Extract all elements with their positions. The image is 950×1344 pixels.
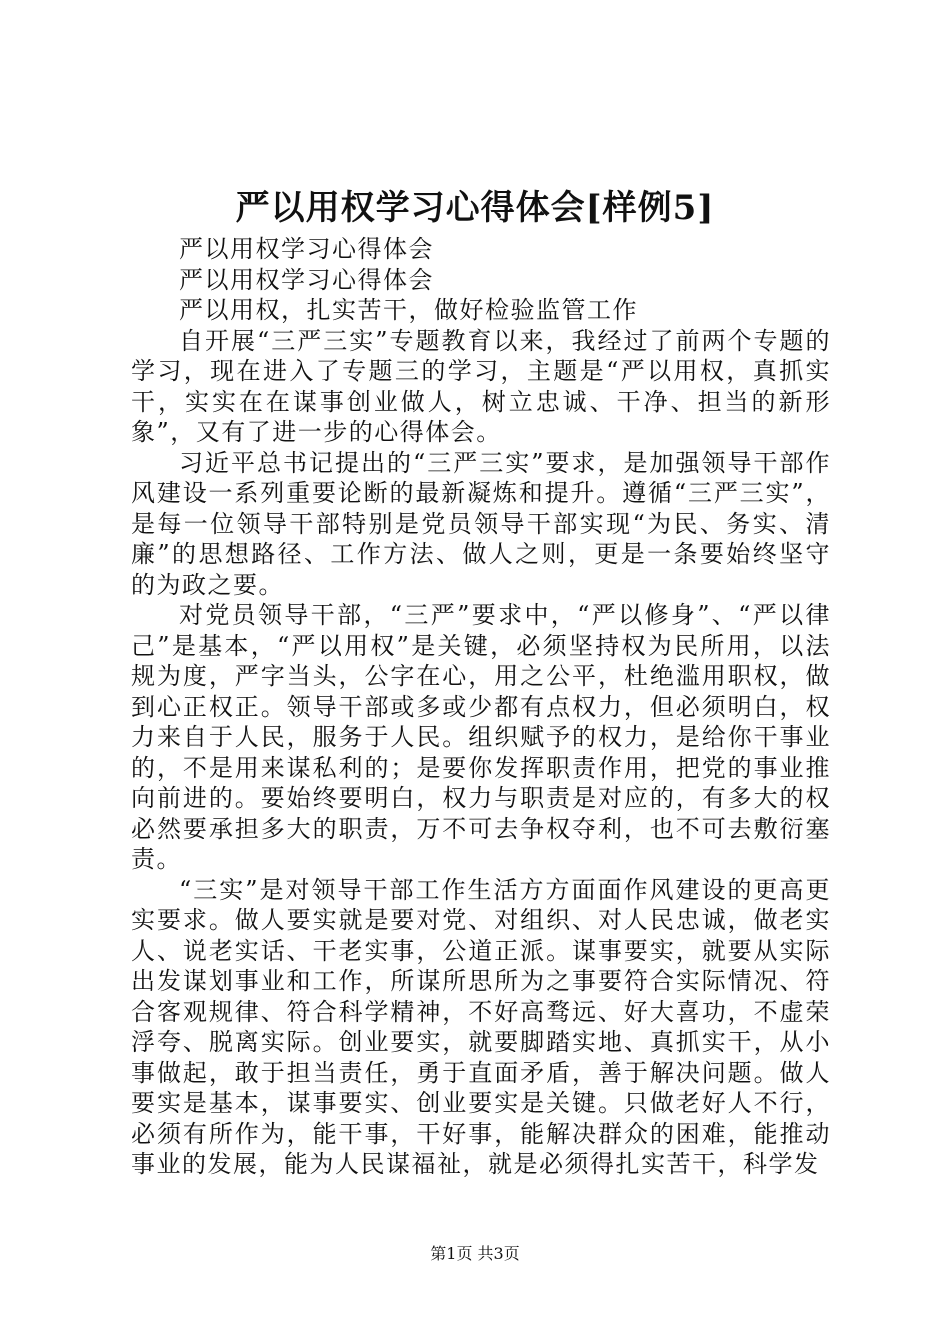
paragraph-three-solids: “三实”是对领导干部工作生活方方面面作风建设的更高更实要求。做人要实就是要对党、对组织、对人民忠诚，做老实人、说老实话、干老实事，公道正派。谋事要实，就要从实际出发谋划事业和工作，所谋所思所为之事要符合实际情况、符合客观规律、符合科学精神，不好高骛远、好大喜功，不虚荣浮夸、脱离实际。创业要实，就要脚踏实地、真抓实干，从小事做起，敢于担当责任，勇于直面矛盾，善于解决问题。做人要实是基本，谋事要实、创业要实是关键。只做老好人不行，必须有所作为，能干事，干好事，能解决群众的困难，能推动事业的发展，能为人民谋福祉，就是必须得扎实苦干，科学发	[131, 875, 831, 1178]
page-footer: 第1页 共3页	[430, 1244, 520, 1263]
paragraph-subtitle-3: 严以用权，扎实苦干，做好检验监管工作	[179, 296, 638, 324]
paragraph-subtitle-1: 严以用权学习心得体会	[179, 235, 434, 263]
paragraph-use-power: 对党员领导干部，“三严”要求中，“严以修身”、“严以律己”是基本，“严以用权”是关键，必须坚持权为民所用，以法规为度，严字当头，公字在心，用之公平，杜绝滥用职权，做到心正权正。领导干部或多或少都有点权力，但必须明白，权力来自于人民，服务于人民。组织赋予的权力，是给你干事业的，不是用来谋私利的；是要你发挥职责作用，把党的事业推向前进的。要始终要明白，权力与职责是对应的，有多大的权必然要承担多大的职责，万不可去争权夺利，也不可去敷衍塞责。	[131, 601, 831, 873]
paragraph-intro: 自开展“三严三实”专题教育以来，我经过了前两个专题的学习，现在进入了专题三的学习，主题是“严以用权，真抓实干，实实在在谋事创业做人，树立忠诚、干净、担当的新形象”，又有了进一步的心得体会。	[131, 326, 831, 446]
page-title: 严以用权学习心得体会[样例5]	[235, 188, 715, 228]
paragraph-subtitle-2: 严以用权学习心得体会	[179, 265, 434, 294]
paragraph-three-stricts: 习近平总书记提出的“三严三实”要求，是加强领导干部作风建设一系列重要论断的最新凝炼和提升。遵循“三严三实”，是每一位领导干部特别是党员领导干部实现“为民、务实、清廉”的思想路径、工作方法、做人之则，更是一条要始终坚守的为政之要。	[131, 448, 831, 599]
document-body	[131, 234, 831, 1180]
